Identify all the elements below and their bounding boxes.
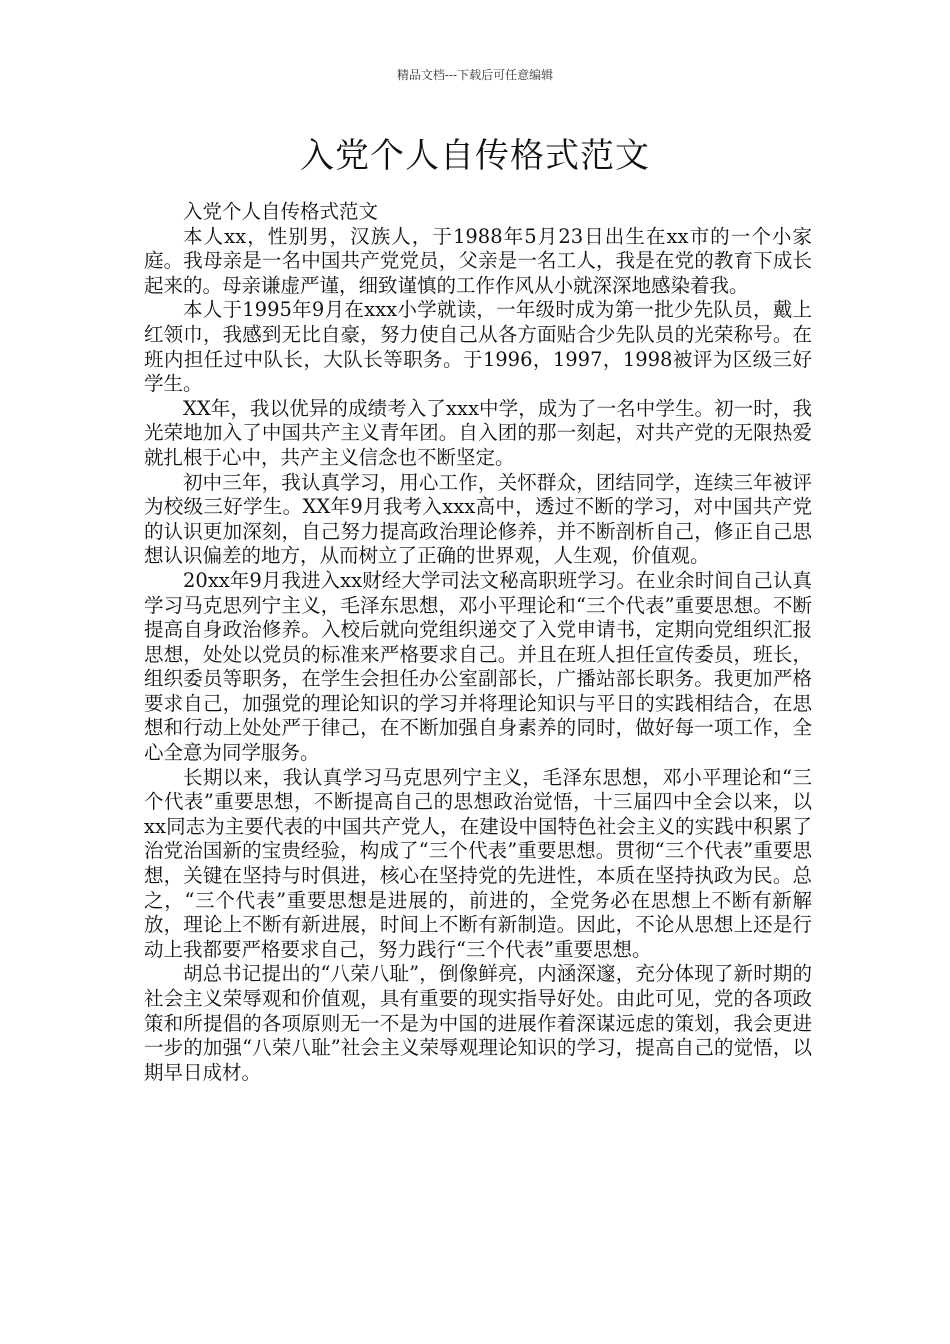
document-body (144, 200, 812, 1085)
body-paragraph: 初中三年，我认真学习，用心工作，关怀群众，团结同学，连续三年被评为校级三好学生。XX年9月我考入xxx高中，透过不断的学习，对中国共产党的认识更加深刻，自己努力提高政治理论修养，并不断剖析自己，修正自己思想认识偏差的地方，从而树立了正确的世界观，人生观，价值观。 (144, 470, 812, 568)
body-paragraph: XX年，我以优异的成绩考入了xxx中学，成为了一名中学生。初一时，我光荣地加入了中国共产主义青年团。自入团的那一刻起，对共产党的无限热爱就扎根于心中，共产主义信念也不断坚定。 (144, 396, 812, 469)
body-paragraph: 本人xx，性别男，汉族人，于1988年5月23日出生在xx市的一个小家庭。我母亲是一名中国共产党党员，父亲是一名工人，我是在党的教育下成长起来的。母亲谦虚严谨，细致谨慎的工作作风从小就深深地感染着我。 (144, 224, 812, 297)
body-paragraph: 入党个人自传格式范文 (183, 200, 379, 223)
document-title: 入党个人自传格式范文 (300, 136, 650, 176)
body-paragraph: 20xx年9月我进入xx财经大学司法文秘高职班学习。在业余时间自己认真学习马克思列宁主义，毛泽东思想，邓小平理论和“三个代表”重要思想。不断提高自身政治修养。入校后就向党组织递交了入党申请书，定期向党组织汇报思想，处处以党员的标准来严格要求自己。并且在班人担任宣传委员，班长，组织委员等职务，在学生会担任办公室副部长，广播站部长职务。我更加严格要求自己，加强党的理论知识的学习并将理论知识与平日的实践相结合，在思想和行动上处处严于律己，在不断加强自身素养的同时，做好每一项工作，全心全意为同学服务。 (144, 568, 812, 765)
body-paragraph: 胡总书记提出的“八荣八耻”，倒像鲜亮，内涵深邃，充分体现了新时期的社会主义荣辱观和价值观，具有重要的现实指导好处。由此可见，党的各项政策和所提倡的各项原则无一不是为中国的进展作着深谋远虑的策划，我会更进一步的加强“八荣八耻”社会主义荣辱观理论知识的学习，提高自己的觉悟，以期早日成材。 (144, 962, 812, 1084)
header-note: 精品文档---下载后可任意编辑 (396, 68, 554, 82)
body-paragraph: 本人于1995年9月在xxx小学就读，一年级时成为第一批少先队员，戴上红领巾，我感到无比自豪，努力使自己从各方面贴合少先队员的光荣称号。在班内担任过中队长，大队长等职务。于1996，1997，1998被评为区级三好学生。 (144, 298, 812, 396)
body-paragraph: 长期以来，我认真学习马克思列宁主义，毛泽东思想，邓小平理论和“三个代表”重要思想，不断提高自己的思想政治觉悟，十三届四中全会以来，以xx同志为主要代表的中国共产党人，在建设中国特色社会主义的实践中积累了治党治国新的宝贵经验，构成了“三个代表”重要思想。贯彻“三个代表”重要思想，关键在坚持与时俱进，核心在坚持党的先进性，本质在坚持执政为民。总之，“三个代表”重要思想是进展的，前进的，全党务必在思想上不断有新解放，理论上不断有新进展，时间上不断有新制造。因此，不论从思想上还是行动上我都要严格要求自己，努力践行“三个代表”重要思想。 (144, 765, 812, 961)
